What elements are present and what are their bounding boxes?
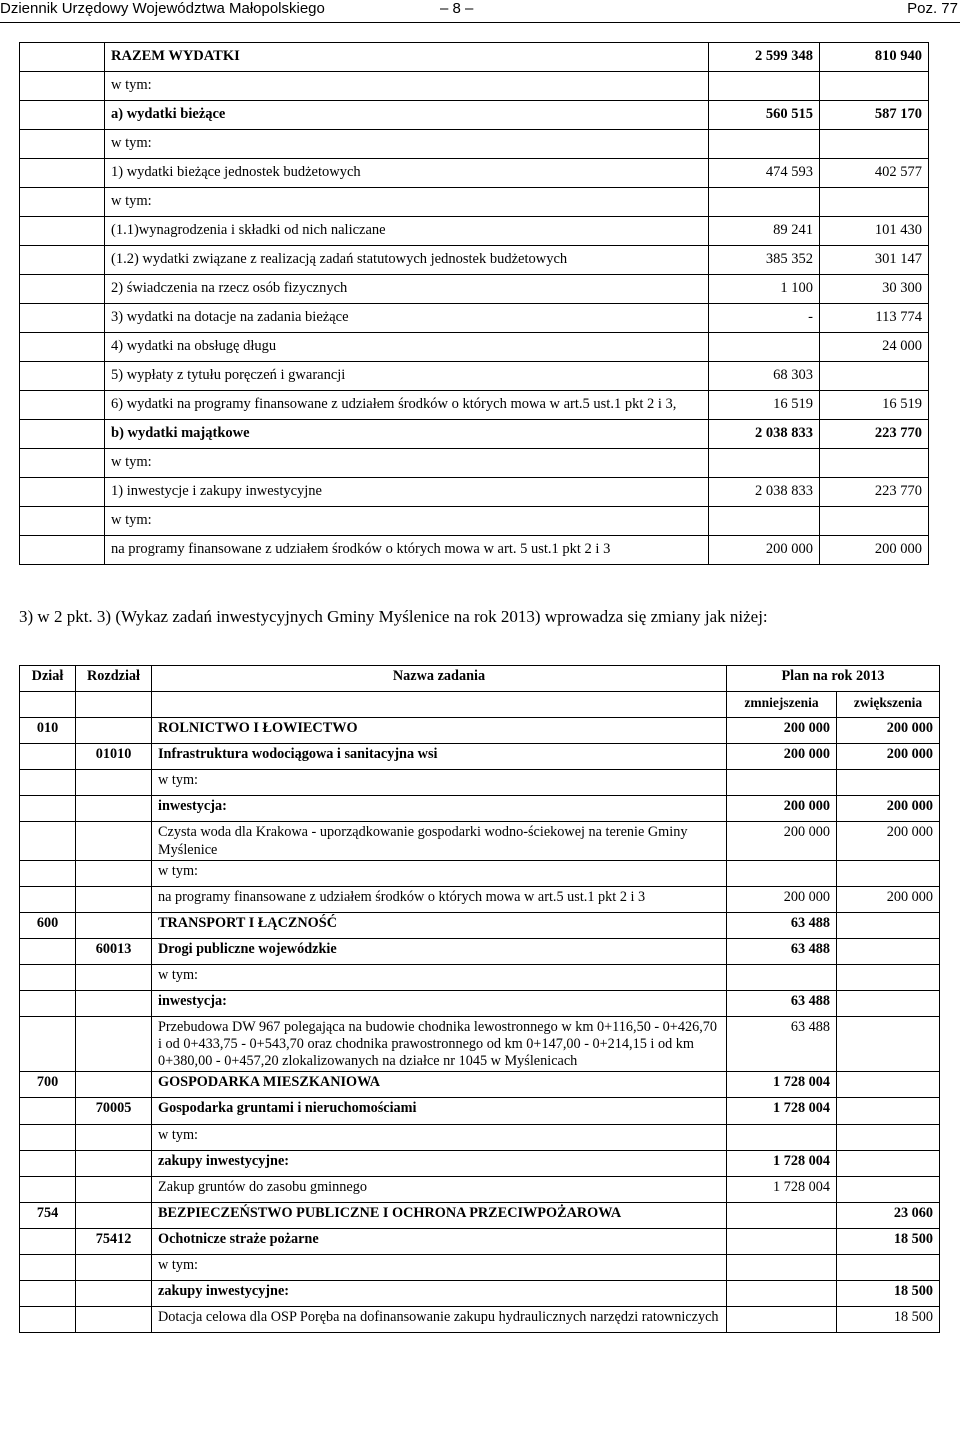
expense-row	[20, 72, 929, 101]
row-spacer	[20, 536, 105, 565]
expense-value-2: 24 000	[820, 333, 929, 362]
task-zmniejszenia	[727, 1228, 837, 1254]
task-rozdzial	[76, 1072, 152, 1098]
task-dzial	[20, 796, 76, 822]
task-zmniejszenia	[727, 770, 837, 796]
expense-value-1: 89 241	[709, 217, 820, 246]
task-name: Drogi publiczne wojewódzkie	[152, 938, 727, 964]
header-plan: Plan na rok 2013	[727, 666, 940, 692]
task-zwiekszenia: 18 500	[837, 1307, 940, 1333]
task-dzial	[20, 1176, 76, 1202]
task-zwiekszenia	[837, 1150, 940, 1176]
task-name: Przebudowa DW 967 polegająca na budowie chodnika lewostronnego w km 0+116,50 - 0+426,70 i od 0+433,75 - 0+543,70 oraz chodnika prawostronnego od km 0+147,00 - 0+214,15 i od km 0+380,00 - 0+457,20 zlokalizowanych na działce nr 1045 w Myślenicach	[152, 1017, 727, 1072]
row-spacer	[20, 159, 105, 188]
task-row	[20, 1281, 940, 1307]
expense-row	[20, 507, 929, 536]
task-zmniejszenia: 63 488	[727, 991, 837, 1017]
task-zmniejszenia: 200 000	[727, 822, 837, 860]
task-zwiekszenia	[837, 1124, 940, 1150]
task-name: inwestycja:	[152, 991, 727, 1017]
expense-value-1: 16 519	[709, 391, 820, 420]
task-rozdzial	[76, 1150, 152, 1176]
task-name: inwestycja:	[152, 796, 727, 822]
row-spacer	[20, 507, 105, 536]
task-zwiekszenia: 18 500	[837, 1228, 940, 1254]
task-zwiekszenia	[837, 1098, 940, 1124]
task-row	[20, 1176, 940, 1202]
task-zwiekszenia	[837, 938, 940, 964]
task-name: w tym:	[152, 964, 727, 990]
expense-value-1	[709, 72, 820, 101]
task-zmniejszenia: 200 000	[727, 886, 837, 912]
task-name: Ochotnicze straże pożarne	[152, 1228, 727, 1254]
task-zwiekszenia	[837, 1072, 940, 1098]
task-dzial: 600	[20, 912, 76, 938]
task-zwiekszenia	[837, 1017, 940, 1072]
task-rozdzial	[76, 964, 152, 990]
expense-label: 2) świadczenia na rzecz osób fizycznych	[105, 275, 709, 304]
task-dzial	[20, 744, 76, 770]
expense-value-2: 200 000	[820, 536, 929, 565]
expense-label: w tym:	[105, 507, 709, 536]
task-zmniejszenia: 1 728 004	[727, 1150, 837, 1176]
task-rozdzial	[76, 991, 152, 1017]
task-dzial	[20, 860, 76, 886]
task-name: Dotacja celowa dla OSP Poręba na dofinansowanie zakupu hydraulicznych narzędzi ratowniczych	[152, 1307, 727, 1333]
expense-label: w tym:	[105, 72, 709, 101]
row-spacer	[20, 43, 105, 72]
row-spacer	[20, 246, 105, 275]
task-rozdzial	[76, 1176, 152, 1202]
journal-title: Dziennik Urzędowy Województwa Małopolskiego	[0, 0, 325, 17]
expense-label: 1) inwestycje i zakupy inwestycyjne	[105, 478, 709, 507]
task-row	[20, 1307, 940, 1333]
task-dzial	[20, 1281, 76, 1307]
expense-row	[20, 478, 929, 507]
header-blank	[152, 692, 727, 718]
task-row	[20, 1150, 940, 1176]
task-dzial	[20, 1254, 76, 1280]
expense-value-2: 101 430	[820, 217, 929, 246]
task-zwiekszenia	[837, 991, 940, 1017]
expense-label: w tym:	[105, 449, 709, 478]
expense-row	[20, 333, 929, 362]
task-name: Gospodarka gruntami i nieruchomościami	[152, 1098, 727, 1124]
expense-value-1: 2 038 833	[709, 420, 820, 449]
expense-row	[20, 304, 929, 333]
task-rozdzial: 75412	[76, 1228, 152, 1254]
task-name: TRANSPORT I ŁĄCZNOŚĆ	[152, 912, 727, 938]
task-zmniejszenia	[727, 860, 837, 886]
task-row	[20, 938, 940, 964]
task-name: BEZPIECZEŃSTWO PUBLICZNE I OCHRONA PRZECIWPOŻAROWA	[152, 1202, 727, 1228]
task-zwiekszenia: 18 500	[837, 1281, 940, 1307]
expense-value-1	[709, 188, 820, 217]
row-spacer	[20, 478, 105, 507]
task-zmniejszenia: 63 488	[727, 938, 837, 964]
expense-label: 3) wydatki na dotacje na zadania bieżące	[105, 304, 709, 333]
task-row	[20, 1017, 940, 1072]
task-zwiekszenia	[837, 912, 940, 938]
header-zwiekszenia: zwiększenia	[837, 692, 940, 718]
task-row	[20, 912, 940, 938]
row-spacer	[20, 420, 105, 449]
row-spacer	[20, 101, 105, 130]
task-row	[20, 860, 940, 886]
task-name: na programy finansowane z udziałem środków o których mowa w art.5 ust.1 pkt 2 i 3	[152, 886, 727, 912]
expense-row	[20, 130, 929, 159]
task-name: Zakup gruntów do zasobu gminnego	[152, 1176, 727, 1202]
expense-value-2: 113 774	[820, 304, 929, 333]
expense-row	[20, 391, 929, 420]
task-row	[20, 886, 940, 912]
expense-value-1: 385 352	[709, 246, 820, 275]
header-blank	[76, 692, 152, 718]
task-dzial	[20, 1228, 76, 1254]
task-zmniejszenia	[727, 1281, 837, 1307]
task-zwiekszenia	[837, 964, 940, 990]
task-zmniejszenia	[727, 1254, 837, 1280]
page-header	[0, 0, 960, 22]
header-nazwa: Nazwa zadania	[152, 666, 727, 692]
task-zwiekszenia	[837, 1176, 940, 1202]
task-row	[20, 770, 940, 796]
task-rozdzial	[76, 1307, 152, 1333]
task-rozdzial	[76, 886, 152, 912]
expense-row	[20, 159, 929, 188]
task-dzial	[20, 1124, 76, 1150]
expense-label: a) wydatki bieżące	[105, 101, 709, 130]
expense-label: b) wydatki majątkowe	[105, 420, 709, 449]
expense-value-1	[709, 333, 820, 362]
expense-value-2	[820, 188, 929, 217]
row-spacer	[20, 304, 105, 333]
task-row	[20, 964, 940, 990]
expense-label: w tym:	[105, 188, 709, 217]
page-number: – 8 –	[440, 0, 474, 17]
expense-value-2: 402 577	[820, 159, 929, 188]
task-rozdzial	[76, 718, 152, 744]
expense-value-1	[709, 507, 820, 536]
task-rozdzial	[76, 912, 152, 938]
expense-label: 4) wydatki na obsługę długu	[105, 333, 709, 362]
task-row	[20, 1202, 940, 1228]
header-dzial: Dział	[20, 666, 76, 692]
expense-value-1: 200 000	[709, 536, 820, 565]
task-zwiekszenia: 23 060	[837, 1202, 940, 1228]
task-rozdzial: 60013	[76, 938, 152, 964]
task-row	[20, 822, 940, 860]
expense-row	[20, 217, 929, 246]
expense-label: 1) wydatki bieżące jednostek budżetowych	[105, 159, 709, 188]
expense-value-2	[820, 72, 929, 101]
task-zwiekszenia: 200 000	[837, 718, 940, 744]
task-name: w tym:	[152, 770, 727, 796]
task-row	[20, 796, 940, 822]
row-spacer	[20, 217, 105, 246]
expense-label: (1.1)wynagrodzenia i składki od nich naliczane	[105, 217, 709, 246]
expense-label: na programy finansowane z udziałem środków o których mowa w art. 5 ust.1 pkt 2 i 3	[105, 536, 709, 565]
task-row	[20, 718, 940, 744]
task-zwiekszenia: 200 000	[837, 744, 940, 770]
row-spacer	[20, 333, 105, 362]
row-spacer	[20, 188, 105, 217]
expense-value-2	[820, 362, 929, 391]
expense-value-1: 2 038 833	[709, 478, 820, 507]
expense-value-1: 560 515	[709, 101, 820, 130]
task-zmniejszenia: 1 728 004	[727, 1176, 837, 1202]
task-row	[20, 991, 940, 1017]
task-dzial	[20, 1150, 76, 1176]
task-rozdzial	[76, 1254, 152, 1280]
expense-value-2: 301 147	[820, 246, 929, 275]
expense-value-2	[820, 449, 929, 478]
expense-value-2	[820, 130, 929, 159]
expense-value-2: 223 770	[820, 420, 929, 449]
expense-value-2: 223 770	[820, 478, 929, 507]
expense-value-1: 2 599 348	[709, 43, 820, 72]
task-row	[20, 1124, 940, 1150]
task-dzial	[20, 938, 76, 964]
task-dzial	[20, 886, 76, 912]
task-rozdzial: 70005	[76, 1098, 152, 1124]
expense-value-1: 474 593	[709, 159, 820, 188]
task-dzial	[20, 1017, 76, 1072]
expense-value-1: 68 303	[709, 362, 820, 391]
expense-value-2	[820, 507, 929, 536]
task-row	[20, 1228, 940, 1254]
row-spacer	[20, 275, 105, 304]
task-zmniejszenia: 1 728 004	[727, 1072, 837, 1098]
expense-value-1: 1 100	[709, 275, 820, 304]
expense-value-1	[709, 449, 820, 478]
task-zwiekszenia: 200 000	[837, 796, 940, 822]
row-spacer	[20, 72, 105, 101]
task-name: w tym:	[152, 860, 727, 886]
task-dzial	[20, 964, 76, 990]
expense-value-1: -	[709, 304, 820, 333]
task-zmniejszenia	[727, 1307, 837, 1333]
task-rozdzial	[76, 1017, 152, 1072]
position-number: Poz. 77	[907, 0, 958, 17]
task-zmniejszenia: 1 728 004	[727, 1098, 837, 1124]
task-name: w tym:	[152, 1254, 727, 1280]
task-zmniejszenia: 200 000	[727, 718, 837, 744]
task-rozdzial	[76, 1202, 152, 1228]
task-dzial: 754	[20, 1202, 76, 1228]
expense-row	[20, 449, 929, 478]
expense-row	[20, 188, 929, 217]
row-spacer	[20, 362, 105, 391]
task-dzial	[20, 1307, 76, 1333]
task-zmniejszenia	[727, 1124, 837, 1150]
task-dzial	[20, 991, 76, 1017]
task-name: ROLNICTWO I ŁOWIECTWO	[152, 718, 727, 744]
task-zwiekszenia: 200 000	[837, 822, 940, 860]
task-dzial	[20, 822, 76, 860]
expenses-table	[19, 42, 929, 565]
expense-label: (1.2) wydatki związane z realizacją zadań statutowych jednostek budżetowych	[105, 246, 709, 275]
row-spacer	[20, 130, 105, 159]
task-zmniejszenia: 200 000	[727, 744, 837, 770]
task-zmniejszenia: 200 000	[727, 796, 837, 822]
task-rozdzial	[76, 796, 152, 822]
task-rozdzial: 01010	[76, 744, 152, 770]
header-rozdzial: Rozdział	[76, 666, 152, 692]
task-zmniejszenia: 63 488	[727, 912, 837, 938]
expense-label: w tym:	[105, 130, 709, 159]
task-row	[20, 1072, 940, 1098]
task-rozdzial	[76, 1281, 152, 1307]
expense-row	[20, 420, 929, 449]
task-zmniejszenia: 63 488	[727, 1017, 837, 1072]
expense-label: 6) wydatki na programy finansowane z udziałem środków o których mowa w art.5 ust.1 pkt 2 i 3,	[105, 391, 709, 420]
task-zwiekszenia: 200 000	[837, 886, 940, 912]
expense-value-2: 16 519	[820, 391, 929, 420]
expense-row	[20, 275, 929, 304]
expense-value-2: 587 170	[820, 101, 929, 130]
expense-value-1	[709, 130, 820, 159]
expense-row	[20, 101, 929, 130]
task-name: zakupy inwestycyjne:	[152, 1281, 727, 1307]
task-row	[20, 1098, 940, 1124]
expense-row	[20, 362, 929, 391]
amendment-paragraph: 3) w 2 pkt. 3) (Wykaz zadań inwestycyjnych Gminy Myślenice na rok 2013) wprowadza się zmiany jak niżej:	[19, 607, 768, 626]
task-row	[20, 1254, 940, 1280]
task-zwiekszenia	[837, 770, 940, 796]
task-zwiekszenia	[837, 1254, 940, 1280]
expense-value-2: 810 940	[820, 43, 929, 72]
task-dzial	[20, 1098, 76, 1124]
investment-tasks-table	[19, 665, 940, 1333]
expense-row	[20, 43, 929, 72]
task-dzial: 700	[20, 1072, 76, 1098]
task-name: Infrastruktura wodociągowa i sanitacyjna wsi	[152, 744, 727, 770]
task-rozdzial	[76, 860, 152, 886]
header-zmniejszenia: zmniejszenia	[727, 692, 837, 718]
task-zmniejszenia	[727, 964, 837, 990]
row-spacer	[20, 391, 105, 420]
task-rozdzial	[76, 1124, 152, 1150]
expense-label: RAZEM WYDATKI	[105, 43, 709, 72]
task-rozdzial	[76, 822, 152, 860]
task-name: Czysta woda dla Krakowa - uporządkowanie gospodarki wodno-ściekowej na terenie Gminy Myślenice	[152, 822, 727, 860]
expense-row	[20, 246, 929, 275]
header-rule	[0, 22, 960, 23]
task-zwiekszenia	[837, 860, 940, 886]
expense-value-2: 30 300	[820, 275, 929, 304]
expense-label: 5) wypłaty z tytułu poręczeń i gwarancji	[105, 362, 709, 391]
task-name: zakupy inwestycyjne:	[152, 1150, 727, 1176]
task-dzial: 010	[20, 718, 76, 744]
row-spacer	[20, 449, 105, 478]
header-blank	[20, 692, 76, 718]
task-zmniejszenia	[727, 1202, 837, 1228]
task-rozdzial	[76, 770, 152, 796]
task-dzial	[20, 770, 76, 796]
task-name: GOSPODARKA MIESZKANIOWA	[152, 1072, 727, 1098]
expense-row	[20, 536, 929, 565]
task-row	[20, 744, 940, 770]
task-name: w tym:	[152, 1124, 727, 1150]
